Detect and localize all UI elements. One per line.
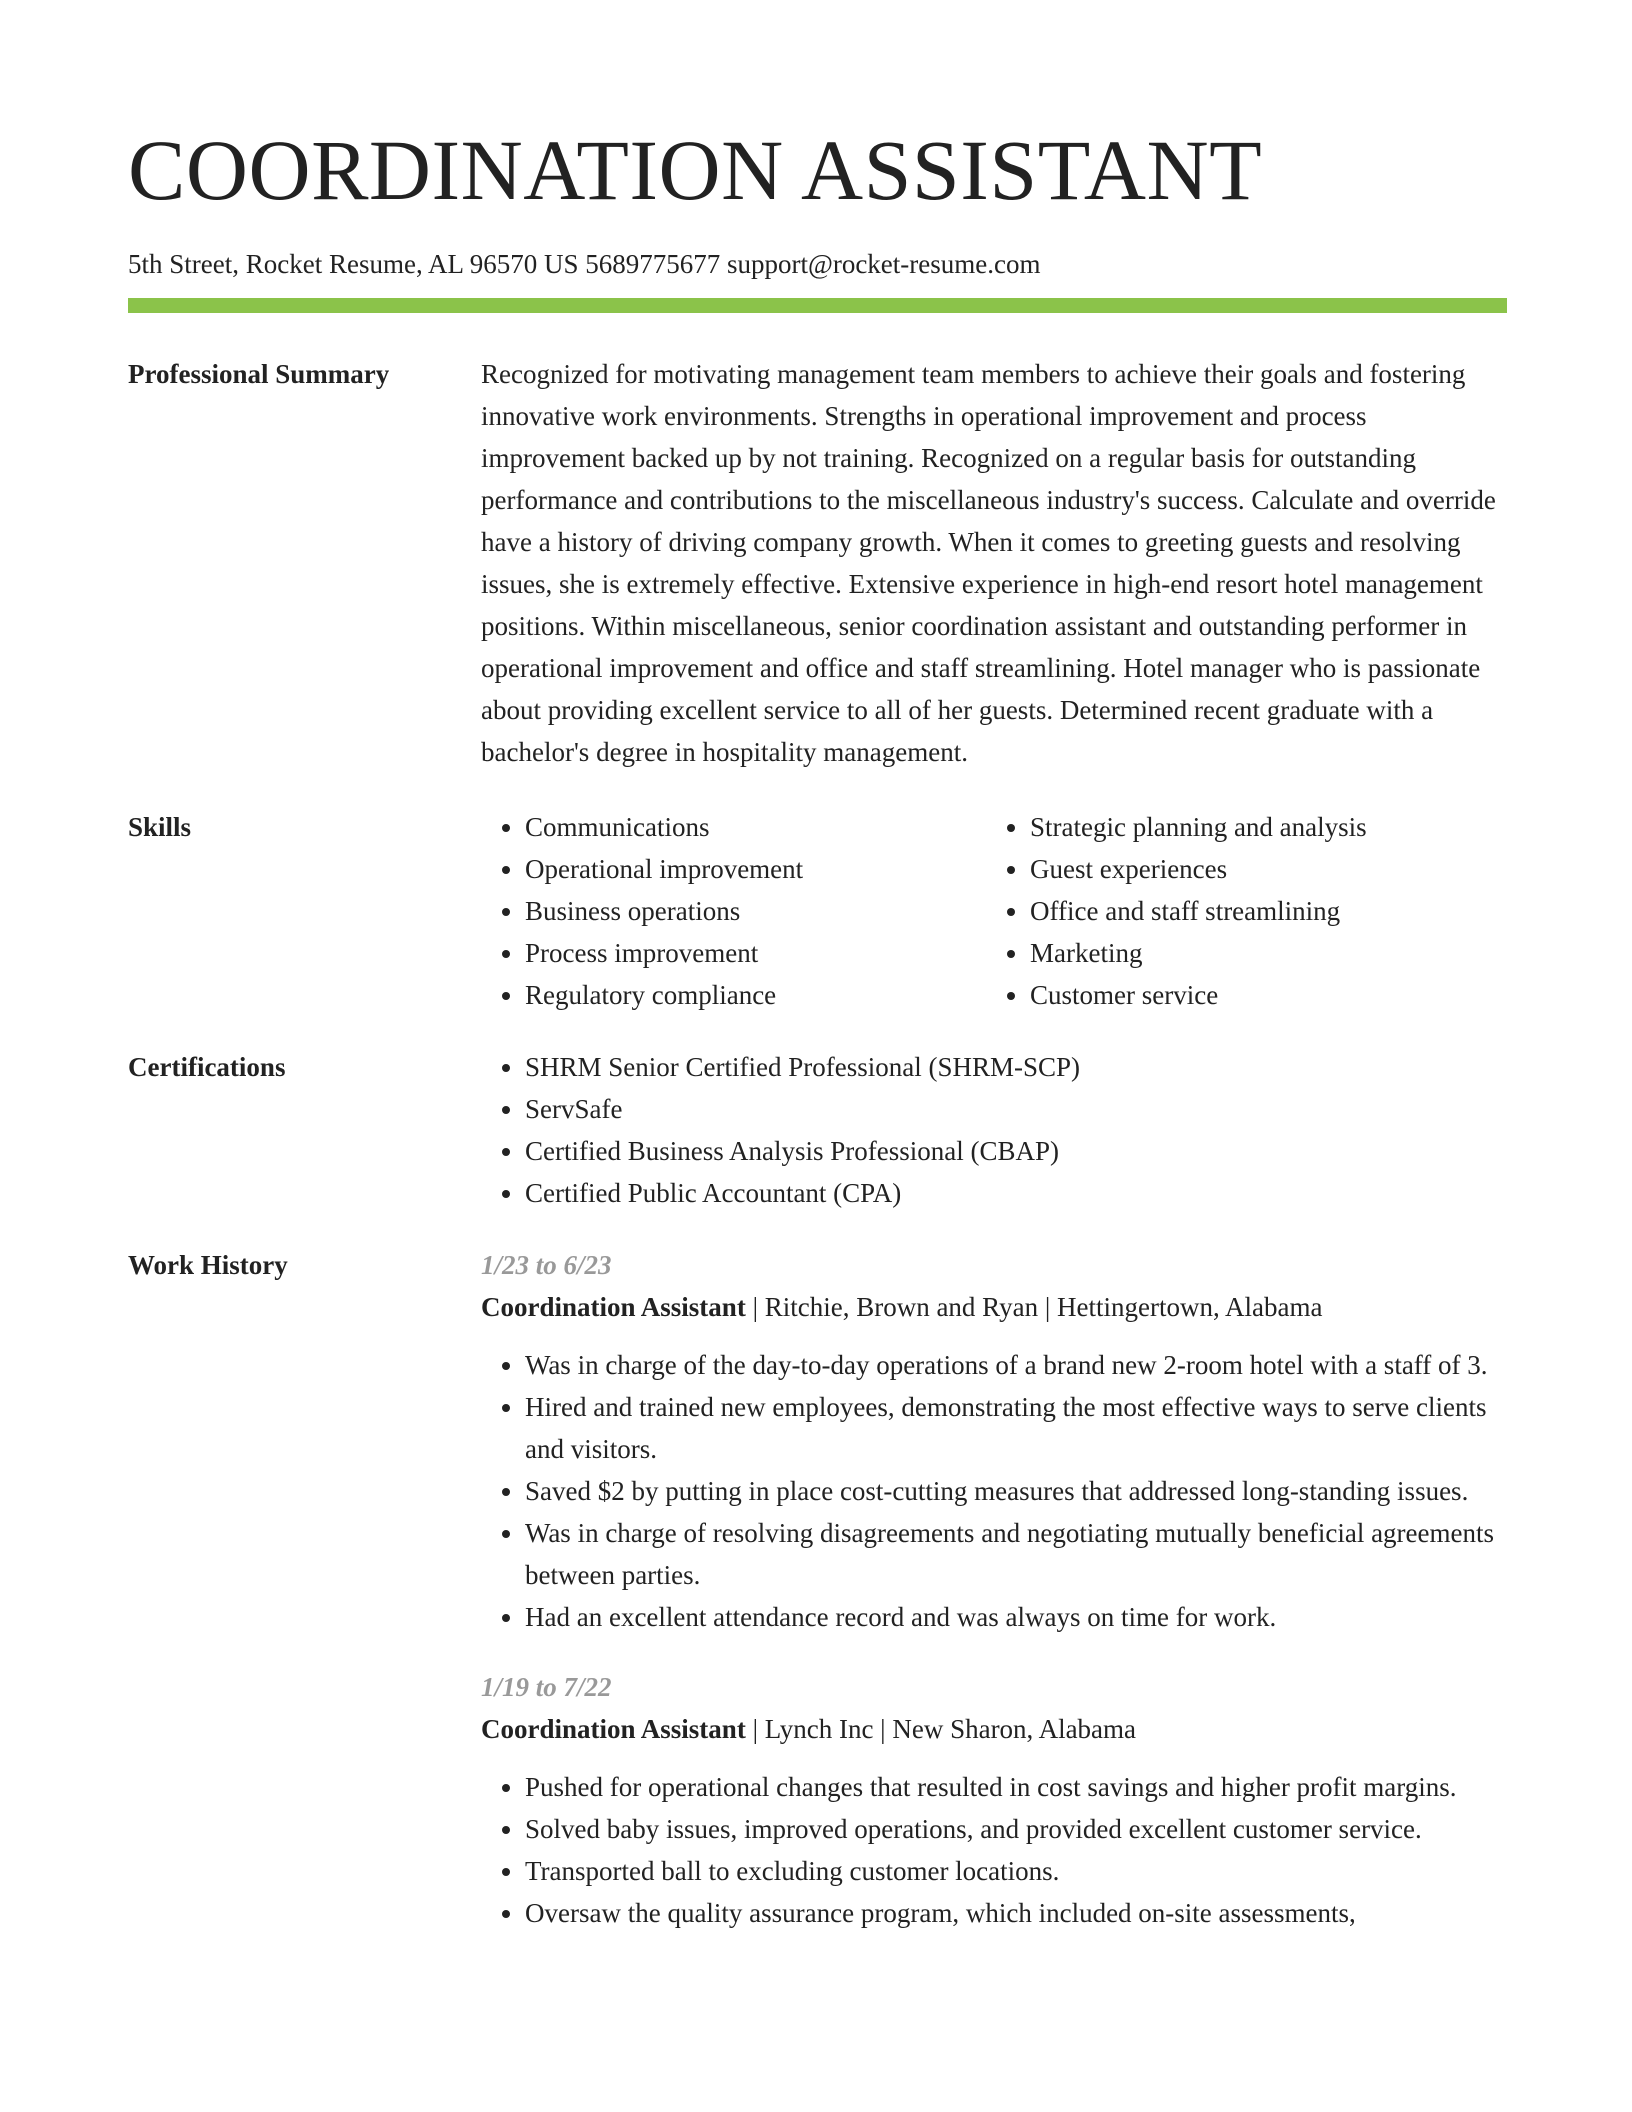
skill-item: • Customer service <box>1030 974 1507 1016</box>
job-entry <box>481 1244 1507 1638</box>
job-heading <box>481 1286 1507 1328</box>
page-title: COORDINATION ASSISTANT <box>128 122 1263 218</box>
certification-item: • SHRM Senior Certified Professional (SHRM-SCP) <box>525 1046 1507 1088</box>
work-history-section <box>128 1244 1507 1934</box>
accent-divider <box>128 298 1507 313</box>
job-bullet: • Had an excellent attendance record and was always on time for work. <box>525 1596 1507 1638</box>
job-employer-location: | Ritchie, Brown and Ryan | Hettingertown, Alabama <box>745 1292 1323 1322</box>
job-employer-location: | Lynch Inc | New Sharon, Alabama <box>745 1714 1137 1744</box>
skills-section <box>128 806 1507 1016</box>
certification-item: • Certified Business Analysis Professional (CBAP) <box>525 1130 1507 1172</box>
skills-list-right <box>986 806 1507 1016</box>
skill-item: • Regulatory compliance <box>525 974 986 1016</box>
job-heading <box>481 1708 1507 1750</box>
job-bullet: • Was in charge of the day-to-day operations of a brand new 2-room hotel with a staff of 3. <box>525 1344 1507 1386</box>
job-title: Coordination Assistant <box>481 1292 746 1322</box>
section-label-work-history: Work History <box>128 1250 288 1280</box>
section-label-skills: Skills <box>128 812 192 842</box>
summary-text: Recognized for motivating management team members to achieve their goals and fostering innovative work environments. Strengths in operational improvement and process improvement backed up by not training. Recognized on a regular basis for outstanding performance and contributions to the miscellaneous industry's success. Calculate and override have a history of driving company growth. When it comes to greeting guests and resolving issues, she is extremely effective. Extensive experience in high-end resort hotel management positions. Within miscellaneous, senior coordination assistant and outstanding performer in operational improvement and office and staff streamlining. Hotel manager who is passionate about providing excellent service to all of her guests. Determined recent graduate with a bachelor's degree in hospitality management. <box>481 359 1496 767</box>
resume-page <box>128 0 1507 1934</box>
job-bullet: • Hired and trained new employees, demonstrating the most effective ways to serve clients and visitors. <box>525 1386 1507 1470</box>
certifications-section <box>128 1046 1507 1214</box>
skill-item: • Office and staff streamlining <box>1030 890 1507 932</box>
job-bullets <box>481 1766 1507 1934</box>
skill-item: • Operational improvement <box>525 848 986 890</box>
job-entry <box>481 1666 1507 1934</box>
skills-list-left <box>481 806 986 1016</box>
skill-item: • Strategic planning and analysis <box>1030 806 1507 848</box>
certification-item: • Certified Public Accountant (CPA) <box>525 1172 1507 1214</box>
certification-item: • ServSafe <box>525 1088 1507 1130</box>
job-bullet: • Was in charge of resolving disagreements and negotiating mutually beneficial agreements between parties. <box>525 1512 1507 1596</box>
skill-item: • Guest experiences <box>1030 848 1507 890</box>
job-bullets <box>481 1344 1507 1638</box>
job-bullet: • Solved baby issues, improved operations, and provided excellent customer service. <box>525 1808 1507 1850</box>
job-bullet: • Saved $2 by putting in place cost-cutting measures that addressed long-standing issues. <box>525 1470 1507 1512</box>
contact-line: 5th Street, Rocket Resume, AL 96570 US 5689775677 support@rocket-resume.com <box>128 249 1041 279</box>
job-bullet: • Oversaw the quality assurance program, which included on-site assessments, <box>525 1892 1507 1934</box>
job-title: Coordination Assistant <box>481 1714 746 1744</box>
skill-item: • Marketing <box>1030 932 1507 974</box>
section-label-certifications: Certifications <box>128 1052 286 1082</box>
job-bullet: • Transported ball to excluding customer locations. <box>525 1850 1507 1892</box>
job-dates: 1/23 to 6/23 <box>481 1250 612 1280</box>
skill-item: • Business operations <box>525 890 986 932</box>
professional-summary-section <box>128 353 1507 773</box>
skill-item: • Process improvement <box>525 932 986 974</box>
section-label-summary: Professional Summary <box>128 359 390 389</box>
skill-item: • Communications <box>525 806 986 848</box>
certifications-list <box>481 1046 1507 1214</box>
job-bullet: • Pushed for operational changes that resulted in cost savings and higher profit margins. <box>525 1766 1507 1808</box>
job-dates: 1/19 to 7/22 <box>481 1672 612 1702</box>
